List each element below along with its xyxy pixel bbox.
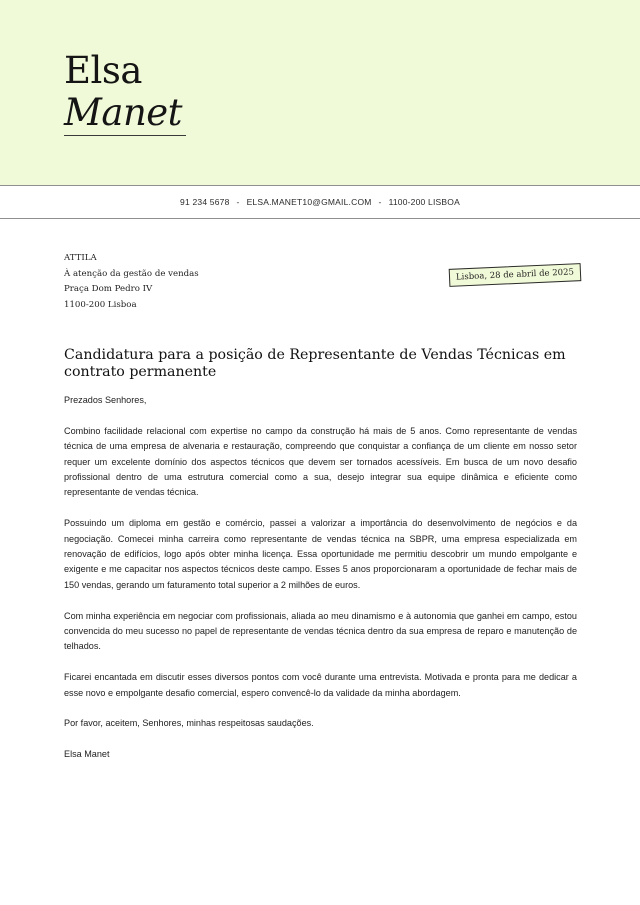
date-stamp: Lisboa, 28 de abril de 2025 (449, 263, 582, 287)
signature: Elsa Manet (64, 749, 110, 760)
recipient-city: 1100-200 Lisboa (64, 299, 137, 310)
first-name: Elsa (64, 49, 142, 92)
contact-bar (0, 185, 640, 219)
letter-subject: Candidatura para a posição de Representante de Vendas Técnicas em contrato permanente (64, 347, 566, 380)
letter-body (64, 393, 577, 778)
contact-separator: - (378, 197, 382, 207)
contact-email: ELSA.MANET10@GMAIL.COM (246, 197, 372, 207)
contact-address: 1100-200 LISBOA (388, 197, 460, 207)
paragraph-2: Possuindo um diploma em gestão e comércio, passei a valorizar a importância do desenvolvimento de negócios e da negociação. Comecei minha carreira como representante de vendas técnica na SBPR, uma empresa especializada em renovação de edifícios, logo após obter minha licença. Essa oportunidade me permitiu descobrir um mundo empolgante e exigente e me capacitar nos aspectos técnicos deste campo. Esses 5 anos proporcionaram a oportunidade de fechar mais de 150 vendas, gerando um faturamento total superior a 2 milhões de euros. (64, 518, 577, 590)
paragraph-3: Com minha experiência em negociar com profissionais, aliada ao meu dinamismo e à autonomia que ganhei em campo, estou convencida do meu sucesso no papel de representante de vendas técnica dentro da sua empresa de reparo e manutenção de telhados. (64, 610, 577, 652)
paragraph-4: Ficarei encantada em discutir esses diversos pontos com você durante uma entrevista. Motivada e pronta para me dedicar a esse novo e empolgante desafio comercial, espero convencê-lo da validade da minha abordagem. (64, 672, 577, 698)
recipient-block (64, 251, 199, 313)
paragraph-1: Combino facilidade relacional com expertise no campo da construção há mais de 5 anos. Como representante de vendas técnica de uma empresa de alvenaria e restauração, compreendo que conquistar a confiança de um cliente em nosso setor requer um excelente domínio dos aspectos técnicos que devem ser tornados acessíveis. Em busca de um novo desafio profissional dentro de uma estrutura comercial como a sua, desejo integrar sua equipe dinâmica e eficiente como representante de vendas técnica. (64, 425, 577, 498)
recipient-company: ATTILA (64, 253, 97, 263)
header-banner (0, 0, 640, 185)
last-name: Manet (64, 91, 183, 134)
salutation: Prezados Senhores, (64, 395, 147, 405)
contact-phone: 91 234 5678 (180, 197, 230, 207)
recipient-attention: À atenção da gestão de vendas (64, 268, 199, 279)
closing: Por favor, aceitem, Senhores, minhas respeitosas saudações. (64, 718, 314, 729)
name-underline (64, 135, 186, 136)
contact-separator: - (236, 197, 240, 207)
recipient-street: Praça Dom Pedro IV (64, 284, 153, 294)
